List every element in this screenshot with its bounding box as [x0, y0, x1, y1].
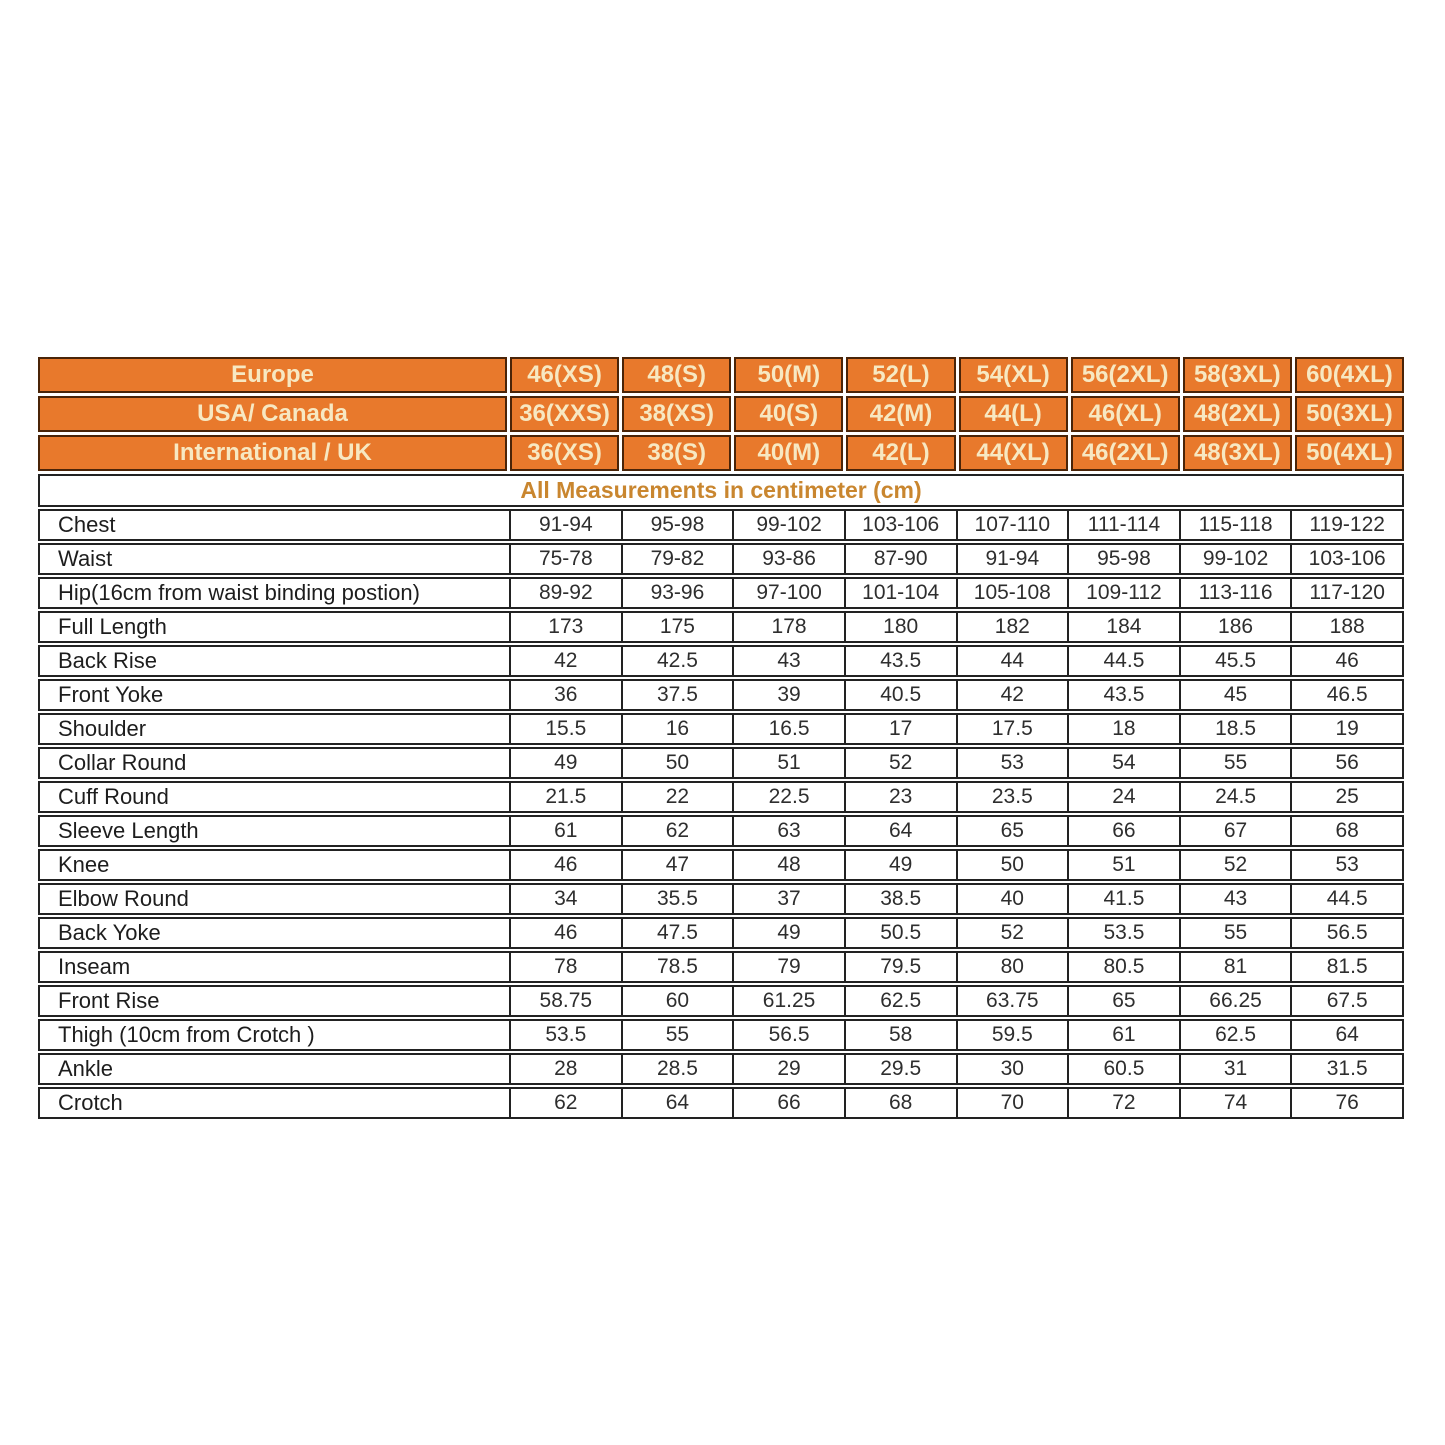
measurement-label: Front Yoke	[58, 682, 164, 707]
measurement-value-cell: 91-94	[509, 511, 621, 539]
measurement-value-cell: 55	[621, 1021, 733, 1049]
measurement-value-cell: 64	[844, 817, 956, 845]
measurement-label: Shoulder	[58, 716, 147, 741]
header-size-cell: 52(L)	[846, 357, 955, 393]
measurement-value-cell: 44.5	[1290, 885, 1402, 913]
measurement-value-cell: 62	[621, 817, 733, 845]
measurement-value-cell: 66.25	[1179, 987, 1291, 1015]
measurement-value-cell: 81.5	[1290, 953, 1402, 981]
measurement-value-cell: 52	[1179, 851, 1291, 879]
measurement-value-cell: 59.5	[956, 1021, 1068, 1049]
measurement-value-cell: 18.5	[1179, 715, 1291, 743]
measurement-label: Elbow Round	[58, 886, 189, 911]
measurement-value-cell: 180	[844, 613, 956, 641]
measurement-row-ankle	[38, 1053, 1404, 1085]
header-region-label: USA/ Canada	[38, 396, 507, 432]
measurement-value-cell: 29.5	[844, 1055, 956, 1083]
measurement-value-cell: 49	[844, 851, 956, 879]
measurement-value-cell: 43.5	[844, 647, 956, 675]
measurement-value-cell: 93-86	[732, 545, 844, 573]
measurement-value-cell: 56.5	[732, 1021, 844, 1049]
measurement-value-cell: 35.5	[621, 885, 733, 913]
measurement-value-cell: 28	[509, 1055, 621, 1083]
measurement-value-cell: 64	[621, 1089, 733, 1117]
header-size-cell: 44(L)	[959, 396, 1068, 432]
measurement-value-cell: 22	[621, 783, 733, 811]
measurement-value-cell: 111-114	[1067, 511, 1179, 539]
measurement-value-cell: 113-116	[1179, 579, 1291, 607]
measurement-value-cell: 48	[732, 851, 844, 879]
measurement-value-cell: 60	[621, 987, 733, 1015]
measurement-value-cell: 67	[1179, 817, 1291, 845]
header-row-usa-canada	[38, 396, 1404, 432]
measurement-row-front-yoke	[38, 679, 1404, 711]
measurement-value-cell: 75-78	[509, 545, 621, 573]
measurement-label: Inseam	[58, 954, 131, 979]
measurement-value-cell: 188	[1290, 613, 1402, 641]
measurement-row-back-yoke	[38, 917, 1404, 949]
measurement-value-cell: 115-118	[1179, 511, 1291, 539]
measurement-value-cell: 67.5	[1290, 987, 1402, 1015]
header-size-cell: 58(3XL)	[1183, 357, 1292, 393]
header-size-cell: 36(XXS)	[510, 396, 619, 432]
measurement-value-cell: 31	[1179, 1055, 1291, 1083]
measurement-row-waist	[38, 543, 1404, 575]
measurement-value-cell: 53.5	[1067, 919, 1179, 947]
measurement-label: Knee	[58, 852, 110, 877]
measurement-value-cell: 70	[956, 1089, 1068, 1117]
measurement-value-cell: 50	[621, 749, 733, 777]
measurement-value-cell: 46	[509, 919, 621, 947]
measurement-row-collar-round	[38, 747, 1404, 779]
measurement-value-cell: 91-94	[956, 545, 1068, 573]
measurement-value-cell: 44	[956, 647, 1068, 675]
measurement-value-cell: 16.5	[732, 715, 844, 743]
measurement-value-cell: 79	[732, 953, 844, 981]
measurement-value-cell: 25	[1290, 783, 1402, 811]
header-size-cell: 42(M)	[846, 396, 955, 432]
measurement-row-knee	[38, 849, 1404, 881]
header-region-label: International / UK	[38, 435, 507, 471]
measurement-value-cell: 38.5	[844, 885, 956, 913]
measurement-value-cell: 56	[1290, 749, 1402, 777]
measurement-label: Crotch	[58, 1090, 123, 1115]
measurement-row-elbow-round	[38, 883, 1404, 915]
measurement-value-cell: 21.5	[509, 783, 621, 811]
measurement-value-cell: 173	[509, 613, 621, 641]
measurement-value-cell: 46	[509, 851, 621, 879]
measurement-value-cell: 61.25	[732, 987, 844, 1015]
measurement-label: Collar Round	[58, 750, 187, 775]
header-size-cell: 46(2XL)	[1071, 435, 1180, 471]
measurement-value-cell: 79-82	[621, 545, 733, 573]
measurement-value-cell: 101-104	[844, 579, 956, 607]
measurement-value-cell: 30	[956, 1055, 1068, 1083]
measurement-value-cell: 66	[732, 1089, 844, 1117]
measurement-value-cell: 64	[1290, 1021, 1402, 1049]
measurement-value-cell: 51	[1067, 851, 1179, 879]
measurement-value-cell: 37.5	[621, 681, 733, 709]
measurement-label: Sleeve Length	[58, 818, 199, 843]
measurement-value-cell: 103-106	[844, 511, 956, 539]
measurement-value-cell: 107-110	[956, 511, 1068, 539]
measurement-value-cell: 99-102	[732, 511, 844, 539]
measurement-value-cell: 43.5	[1067, 681, 1179, 709]
measurement-value-cell: 42	[956, 681, 1068, 709]
measurement-value-cell: 17.5	[956, 715, 1068, 743]
measurement-row-inseam	[38, 951, 1404, 983]
header-size-cell: 50(M)	[734, 357, 843, 393]
measurement-value-cell: 41.5	[1067, 885, 1179, 913]
measurement-value-cell: 58.75	[509, 987, 621, 1015]
measurement-value-cell: 80	[956, 953, 1068, 981]
measurement-value-cell: 51	[732, 749, 844, 777]
measurement-value-cell: 95-98	[621, 511, 733, 539]
header-size-cell: 42(L)	[846, 435, 955, 471]
measurement-value-cell: 50.5	[844, 919, 956, 947]
measurement-value-cell: 74	[1179, 1089, 1291, 1117]
measurement-value-cell: 52	[956, 919, 1068, 947]
measurement-value-cell: 62.5	[1179, 1021, 1291, 1049]
header-size-cell: 48(3XL)	[1183, 435, 1292, 471]
measurement-value-cell: 46.5	[1290, 681, 1402, 709]
measurement-value-cell: 182	[956, 613, 1068, 641]
measurement-value-cell: 117-120	[1290, 579, 1402, 607]
measurement-label: Thigh (10cm from Crotch )	[58, 1022, 315, 1047]
measurement-label: Back Rise	[58, 648, 158, 673]
measurement-value-cell: 81	[1179, 953, 1291, 981]
measurement-value-cell: 17	[844, 715, 956, 743]
measurement-value-cell: 62	[509, 1089, 621, 1117]
measurement-value-cell: 62.5	[844, 987, 956, 1015]
measurement-value-cell: 61	[509, 817, 621, 845]
measurement-label: Hip(16cm from waist binding postion)	[58, 580, 420, 605]
measurement-value-cell: 43	[1179, 885, 1291, 913]
measurement-value-cell: 34	[509, 885, 621, 913]
measurement-value-cell: 89-92	[509, 579, 621, 607]
measurement-label: Cuff Round	[58, 784, 169, 809]
measurement-value-cell: 186	[1179, 613, 1291, 641]
header-size-cell: 56(2XL)	[1071, 357, 1180, 393]
measurement-value-cell: 63.75	[956, 987, 1068, 1015]
measurement-value-cell: 18	[1067, 715, 1179, 743]
measurement-value-cell: 23.5	[956, 783, 1068, 811]
measurement-value-cell: 15.5	[509, 715, 621, 743]
header-size-cell: 46(XL)	[1071, 396, 1180, 432]
measurement-value-cell: 66	[1067, 817, 1179, 845]
measurement-value-cell: 43	[732, 647, 844, 675]
measurement-label: Front Rise	[58, 988, 160, 1013]
measurement-value-cell: 31.5	[1290, 1055, 1402, 1083]
measurement-value-cell: 63	[732, 817, 844, 845]
measurement-value-cell: 37	[732, 885, 844, 913]
header-size-cell: 40(M)	[734, 435, 843, 471]
measurement-label: Waist	[58, 546, 113, 571]
measurement-value-cell: 55	[1179, 749, 1291, 777]
header-size-cell: 54(XL)	[959, 357, 1068, 393]
measurement-value-cell: 79.5	[844, 953, 956, 981]
measurement-value-cell: 87-90	[844, 545, 956, 573]
measurement-value-cell: 52	[844, 749, 956, 777]
measurement-value-cell: 97-100	[732, 579, 844, 607]
measurement-value-cell: 58	[844, 1021, 956, 1049]
measurement-row-chest	[38, 509, 1404, 541]
measurement-value-cell: 42.5	[621, 647, 733, 675]
measurement-value-cell: 23	[844, 783, 956, 811]
measurement-value-cell: 50	[956, 851, 1068, 879]
header-row-international-uk	[38, 435, 1404, 471]
measurement-row-shoulder	[38, 713, 1404, 745]
measurement-value-cell: 36	[509, 681, 621, 709]
header-size-cell: 44(XL)	[959, 435, 1068, 471]
header-region-label: Europe	[38, 357, 507, 393]
measurement-value-cell: 29	[732, 1055, 844, 1083]
measurement-value-cell: 95-98	[1067, 545, 1179, 573]
header-size-cell: 48(2XL)	[1183, 396, 1292, 432]
measurement-label: Chest	[58, 512, 116, 537]
measurement-value-cell: 53.5	[509, 1021, 621, 1049]
measurement-value-cell: 68	[1290, 817, 1402, 845]
measurement-value-cell: 46	[1290, 647, 1402, 675]
measurement-value-cell: 65	[956, 817, 1068, 845]
measurement-value-cell: 68	[844, 1089, 956, 1117]
size-system-header-rows	[38, 357, 1404, 471]
header-size-cell: 40(S)	[734, 396, 843, 432]
measurement-row-cuff-round	[38, 781, 1404, 813]
header-row-europe	[38, 357, 1404, 393]
measurement-unit-note-text: All Measurements in centimeter (cm)	[520, 477, 922, 503]
measurement-value-cell: 24.5	[1179, 783, 1291, 811]
measurement-label: Back Yoke	[58, 920, 161, 945]
measurement-value-cell: 49	[732, 919, 844, 947]
measurement-value-cell: 175	[621, 613, 733, 641]
measurement-value-cell: 78	[509, 953, 621, 981]
measurement-value-cell: 184	[1067, 613, 1179, 641]
header-size-cell: 36(XS)	[510, 435, 619, 471]
measurement-value-cell: 76	[1290, 1089, 1402, 1117]
header-size-cell: 50(3XL)	[1295, 396, 1404, 432]
measurement-value-cell: 22.5	[732, 783, 844, 811]
header-size-cell: 38(XS)	[622, 396, 731, 432]
measurement-value-cell: 65	[1067, 987, 1179, 1015]
measurement-value-cell: 80.5	[1067, 953, 1179, 981]
measurement-value-cell: 109-112	[1067, 579, 1179, 607]
measurement-value-cell: 55	[1179, 919, 1291, 947]
measurement-value-cell: 42	[509, 647, 621, 675]
measurement-value-cell: 47.5	[621, 919, 733, 947]
measurement-value-cell: 99-102	[1179, 545, 1291, 573]
measurement-row-back-rise	[38, 645, 1404, 677]
measurement-value-cell: 105-108	[956, 579, 1068, 607]
measurement-value-cell: 53	[956, 749, 1068, 777]
measurement-value-cell: 40.5	[844, 681, 956, 709]
measurement-row-thigh-10cm-from-crotch	[38, 1019, 1404, 1051]
measurement-row-full-length	[38, 611, 1404, 643]
measurement-value-cell: 103-106	[1290, 545, 1402, 573]
measurement-row-hip-16cm-from-waist-binding-postion	[38, 577, 1404, 609]
measurement-row-crotch	[38, 1087, 1404, 1119]
measurement-value-cell: 24	[1067, 783, 1179, 811]
measurement-row-front-rise	[38, 985, 1404, 1017]
measurement-value-cell: 178	[732, 613, 844, 641]
measurement-value-cell: 53	[1290, 851, 1402, 879]
measurement-value-cell: 39	[732, 681, 844, 709]
measurement-value-cell: 60.5	[1067, 1055, 1179, 1083]
measurement-label: Ankle	[58, 1056, 114, 1081]
header-size-cell: 48(S)	[622, 357, 731, 393]
measurement-value-cell: 28.5	[621, 1055, 733, 1083]
measurement-value-cell: 19	[1290, 715, 1402, 743]
header-size-cell: 50(4XL)	[1295, 435, 1404, 471]
size-chart-table	[38, 357, 1404, 1121]
measurement-value-cell: 61	[1067, 1021, 1179, 1049]
measurement-value-cell: 40	[956, 885, 1068, 913]
measurement-value-cell: 93-96	[621, 579, 733, 607]
header-size-cell: 38(S)	[622, 435, 731, 471]
measurement-value-cell: 45	[1179, 681, 1291, 709]
measurement-value-cell: 119-122	[1290, 511, 1402, 539]
measurement-value-cell: 54	[1067, 749, 1179, 777]
measurement-value-cell: 56.5	[1290, 919, 1402, 947]
measurement-value-cell: 45.5	[1179, 647, 1291, 675]
header-size-cell: 60(4XL)	[1295, 357, 1404, 393]
measurement-label: Full Length	[58, 614, 167, 639]
measurement-value-cell: 72	[1067, 1089, 1179, 1117]
measurement-value-cell: 16	[621, 715, 733, 743]
measurement-row-sleeve-length	[38, 815, 1404, 847]
measurement-value-cell: 78.5	[621, 953, 733, 981]
measurement-unit-note	[38, 474, 1404, 507]
measurement-value-cell: 47	[621, 851, 733, 879]
header-size-cell: 46(XS)	[510, 357, 619, 393]
measurement-value-cell: 49	[509, 749, 621, 777]
measurement-rows	[38, 509, 1404, 1119]
measurement-value-cell: 44.5	[1067, 647, 1179, 675]
